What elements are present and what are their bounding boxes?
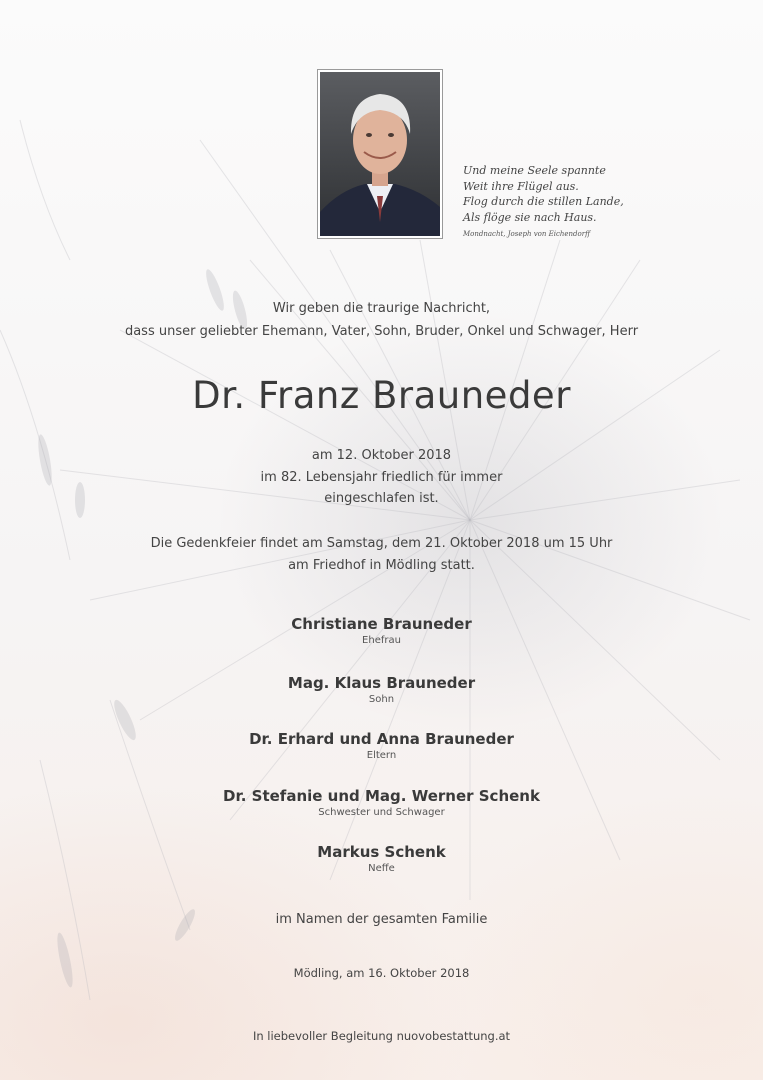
ceremony-line-2: am Friedhof in Mödling statt. bbox=[288, 558, 475, 573]
poem-line: Weit ihre Flügel aus. bbox=[463, 179, 579, 193]
mourner-relation: Ehefrau bbox=[362, 635, 401, 646]
death-line-2: im 82. Lebensjahr friedlich für immer bbox=[260, 469, 503, 485]
family-line: im Namen der gesamten Familie bbox=[275, 912, 488, 927]
mourner-entry bbox=[0, 614, 763, 647]
mourner-entry bbox=[0, 729, 763, 762]
mourner-name: Dr. Stefanie und Mag. Werner Schenk bbox=[223, 787, 540, 805]
poem-line: Flog durch die stillen Lande, bbox=[463, 195, 624, 208]
mourner-name: Markus Schenk bbox=[317, 843, 446, 861]
mourner-relation: Sohn bbox=[368, 694, 395, 705]
mourner-entry bbox=[0, 786, 763, 819]
memorial-poem bbox=[463, 163, 703, 243]
mourner-relation: Schwester und Schwager bbox=[318, 807, 445, 818]
intro-line-1: Wir geben die traurige Nachricht, bbox=[272, 301, 491, 316]
mourner-name: Mag. Klaus Brauneder bbox=[287, 674, 476, 692]
ceremony-line-1: Die Gedenkfeier findet am Samstag, dem 21. Oktober 2018 um 15 Uhr bbox=[150, 536, 613, 551]
footer-credit: In liebevoller Begleitung nuovobestattung.at bbox=[252, 1029, 511, 1043]
ceremony-info bbox=[0, 533, 763, 577]
death-line-1: am 12. Oktober 2018 bbox=[311, 448, 452, 463]
portrait-photo bbox=[317, 69, 443, 239]
poem-line: Als flöge sie nach Haus. bbox=[463, 210, 597, 224]
poem-credit: Mondnacht, Joseph von Eichendorff bbox=[463, 230, 591, 238]
death-line-3: eingeschlafen ist. bbox=[324, 491, 439, 506]
mourner-name: Christiane Brauneder bbox=[291, 615, 472, 633]
mourner-name: Dr. Erhard und Anna Brauneder bbox=[249, 730, 514, 748]
deceased-name: Dr. Franz Brauneder bbox=[192, 374, 571, 417]
mourner-relation: Eltern bbox=[366, 750, 397, 761]
death-notice bbox=[0, 445, 763, 510]
intro-line-2: dass unser geliebter Ehemann, Vater, Sohn, Bruder, Onkel und Schwager, Herr bbox=[124, 324, 639, 339]
mourner-entry bbox=[0, 673, 763, 706]
mourner-relation: Neffe bbox=[368, 863, 395, 874]
poem-line: Und meine Seele spannte bbox=[463, 164, 606, 177]
place-date: Mödling, am 16. Oktober 2018 bbox=[293, 966, 470, 980]
portrait-photo-icon bbox=[320, 72, 440, 236]
mourner-entry bbox=[0, 842, 763, 875]
announcement-intro bbox=[0, 297, 763, 343]
